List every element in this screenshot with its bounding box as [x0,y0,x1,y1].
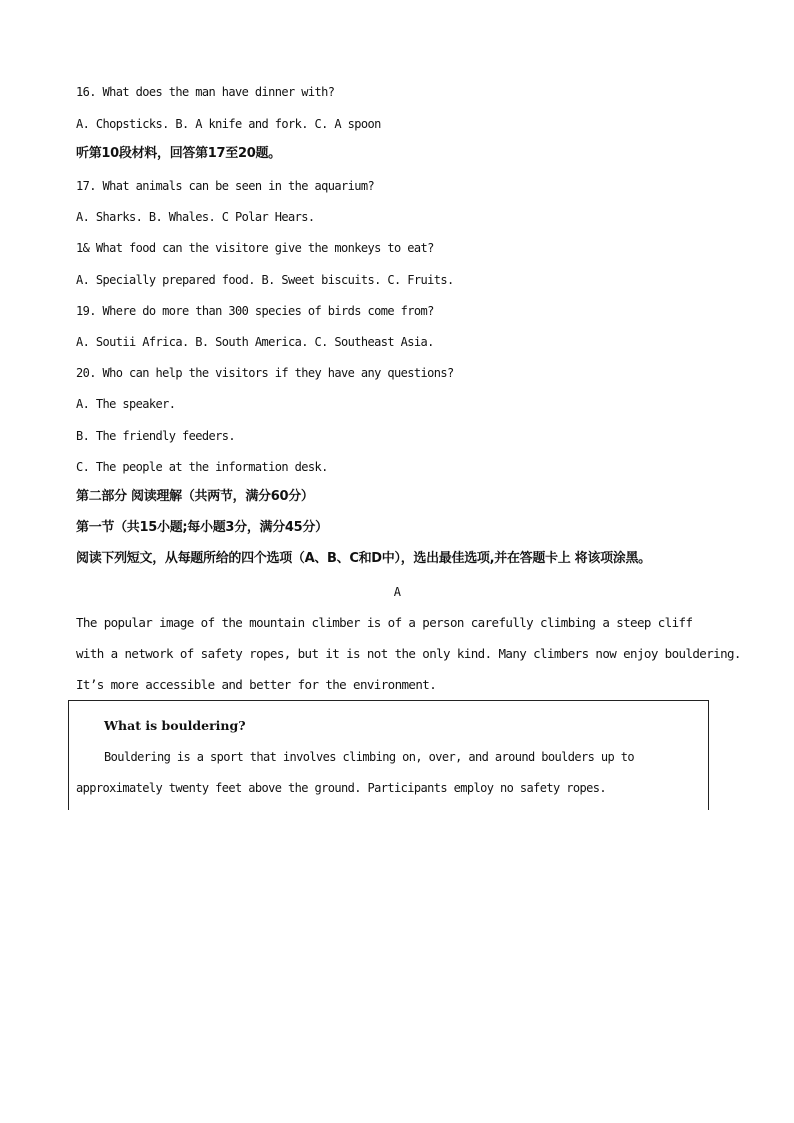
question-16-options: A. Chopsticks. B. A knife and fork. C. A spoon [76,117,381,131]
question-18: 1& What food can the visitore give the monkeys to eat? [76,241,434,255]
box-title: What is bouldering? [104,718,246,733]
reading-instruction: 阅读下列短文，从每题所给的四个选项（A、B、C和D中），选出最佳选项,并在答题卡上 将该项涂黑。 [76,551,651,566]
question-17: 17. What animals can be seen in the aquarium? [76,179,375,193]
box-line-1: Bouldering is a sport that involves climbing on, over, and around boulders up to [104,750,634,764]
passage-line-3: It’s more accessible and better for the environment. [76,677,437,692]
reading-section-title: 第一节（共15小题;每小题3分，满分45分） [76,520,328,535]
passage-label: A [393,585,401,599]
section-10-instruction: 听第10段材料，回答第17至20题。 [76,146,281,161]
question-17-options: A. Sharks. B. Whales. C Polar Hears. [76,210,315,224]
passage-line-2: with a network of safety ropes, but it is not the only kind. Many climbers now enjoy bouldering. [76,646,741,661]
question-20-option-c: C. The people at the information desk. [76,460,328,474]
question-20-option-b: B. The friendly feeders. [76,429,235,443]
question-20: 20. Who can help the visitors if they have any questions? [76,366,454,380]
question-19-options: A. Soutii Africa. B. South America. C. Southeast Asia. [76,335,434,349]
box-line-2: approximately twenty feet above the ground. Participants employ no safety ropes. [76,781,606,795]
question-19: 19. Where do more than 300 species of birds come from? [76,304,434,318]
question-20-option-a: A. The speaker. [76,397,176,411]
question-18-options: A. Specially prepared food. B. Sweet biscuits. C. Fruits. [76,273,454,287]
question-16: 16. What does the man have dinner with? [76,85,335,99]
passage-line-1: The popular image of the mountain climber is of a person carefully climbing a steep cliff [76,615,693,630]
reading-part-title: 第二部分 阅读理解（共两节，满分60分） [76,489,314,504]
